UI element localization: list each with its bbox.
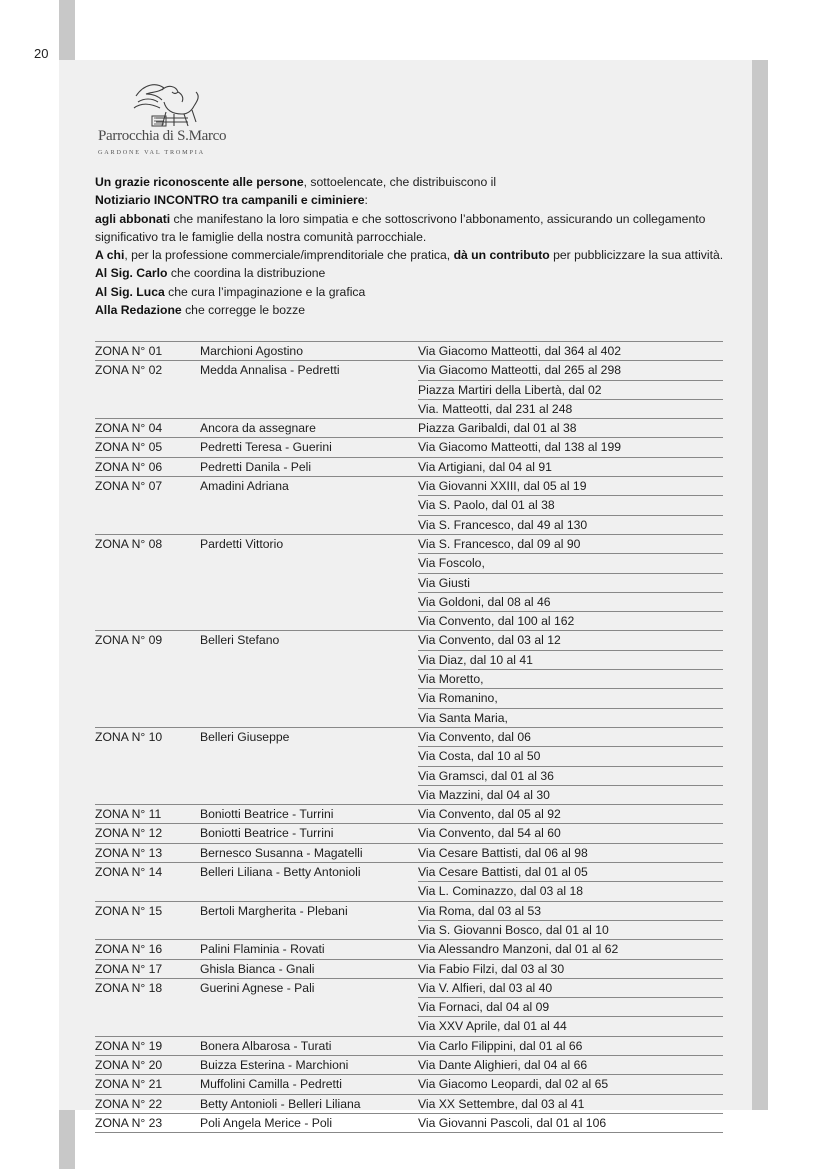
zone-number: ZONA N° 14	[95, 865, 163, 880]
distributor-name: Betty Antonioli - Belleri Liliana	[200, 1096, 361, 1111]
distributor-name: Belleri Giuseppe	[200, 729, 290, 744]
distributor-name: Poli Angela Merice - Poli	[200, 1115, 333, 1130]
distributor-name: Pedretti Teresa - Guerini	[200, 440, 332, 455]
logo-name: Parrocchia di S.Marco	[98, 128, 227, 144]
street-item: Via Costa, dal 10 al 50	[418, 746, 723, 765]
zone-number: ZONA N° 09	[95, 633, 163, 648]
intro-line: Un grazie riconoscente alle persone, sottoelencate, che distribuiscono il	[95, 175, 497, 189]
street-item: Via Giacomo Matteotti, dal 364 al 402	[418, 344, 622, 358]
table-row	[95, 631, 723, 727]
street-list	[418, 940, 723, 958]
table-row	[95, 535, 723, 631]
street-item: Via Fornaci, dal 04 al 09	[418, 997, 723, 1016]
street-item: Via S. Paolo, dal 01 al 38	[418, 495, 723, 514]
table-row	[95, 728, 723, 805]
street-item: Via Roma, dal 03 al 53	[418, 903, 542, 918]
panel-edge-bar	[752, 60, 768, 1110]
distributor-name: Bonera Albarosa - Turati	[200, 1038, 332, 1053]
table-row	[95, 863, 723, 902]
table-row	[95, 960, 723, 979]
street-list	[418, 1095, 723, 1113]
table-row	[95, 1075, 723, 1094]
street-list	[418, 361, 723, 418]
table-row	[95, 458, 723, 477]
table-row	[95, 361, 723, 419]
intro-line: Alla Redazione che corregge le bozze	[95, 303, 305, 318]
street-list	[418, 535, 723, 630]
street-list	[418, 805, 723, 823]
street-list	[418, 438, 723, 456]
distributor-name: Belleri Stefano	[200, 633, 280, 648]
street-item: Via V. Alfieri, dal 03 al 40	[418, 980, 553, 995]
street-list	[418, 1075, 723, 1093]
street-item: Via Alessandro Manzoni, dal 01 al 62	[418, 942, 619, 957]
street-list	[418, 419, 723, 437]
street-list	[418, 844, 723, 862]
zone-table	[95, 341, 723, 1133]
zone-number: ZONA N° 10	[95, 729, 163, 744]
table-row	[95, 902, 723, 941]
zone-number: ZONA N° 04	[95, 421, 163, 436]
table-row	[95, 844, 723, 863]
street-item: Piazza Garibaldi, dal 01 al 38	[418, 421, 577, 436]
winged-lion-icon	[126, 82, 202, 130]
zone-number: ZONA N° 02	[95, 363, 163, 378]
distributor-name: Ghisla Bianca - Gnali	[200, 961, 315, 976]
parish-logo	[98, 82, 230, 160]
distributor-name: Pedretti Danila - Peli	[200, 459, 312, 474]
street-list	[418, 863, 723, 901]
street-item: Via S. Giovanni Bosco, dal 01 al 10	[418, 920, 723, 939]
street-item: Via Convento, dal 05 al 92	[418, 807, 561, 822]
street-item: Via Gramsci, dal 01 al 36	[418, 766, 723, 785]
distributor-name: Belleri Liliana - Betty Antonioli	[200, 865, 361, 880]
street-list	[418, 824, 723, 842]
intro-line: agli abbonati che manifestano la loro simpatia e che sottoscrivono l’abbonamento, assicurando un collegamento significativo tra le famiglie della nostra comunità parrocchiale.	[95, 211, 706, 244]
street-item: Via Cesare Battisti, dal 01 al 05	[418, 865, 588, 880]
zone-number: ZONA N° 23	[95, 1115, 163, 1130]
distributor-name: Bertoli Margherita - Plebani	[200, 903, 348, 918]
street-item: Via Carlo Filippini, dal 01 al 66	[418, 1038, 583, 1053]
zone-number: ZONA N° 15	[95, 903, 163, 918]
distributor-name: Ancora da assegnare	[200, 421, 316, 436]
street-item: Via Santa Maria,	[418, 708, 723, 727]
street-item: Via Convento, dal 06	[418, 729, 531, 744]
street-list	[418, 728, 723, 804]
zone-number: ZONA N° 05	[95, 440, 163, 455]
table-row	[95, 342, 723, 361]
street-item: Via Convento, dal 100 al 162	[418, 611, 723, 630]
street-item: Via Giacomo Matteotti, dal 265 al 298	[418, 363, 622, 378]
street-item: Via Giovanni Pascoli, dal 01 al 106	[418, 1115, 607, 1130]
street-item: Via Convento, dal 54 al 60	[418, 826, 561, 841]
distributor-name: Pardetti Vittorio	[200, 536, 284, 551]
street-item: Via Cesare Battisti, dal 06 al 98	[418, 845, 588, 860]
table-row	[95, 419, 723, 438]
street-item: Piazza Martiri della Libertà, dal 02	[418, 380, 723, 399]
table-row	[95, 1114, 723, 1133]
distributor-name: Boniotti Beatrice - Turrini	[200, 807, 334, 822]
street-item: Via Foscolo,	[418, 553, 723, 572]
table-row	[95, 438, 723, 457]
distributor-name: Boniotti Beatrice - Turrini	[200, 826, 334, 841]
zone-number: ZONA N° 08	[95, 536, 163, 551]
table-row	[95, 1037, 723, 1056]
zone-number: ZONA N° 18	[95, 980, 163, 995]
page-number: 20	[34, 46, 49, 61]
street-item: Via Giovanni XXIII, dal 05 al 19	[418, 479, 587, 494]
street-item: Via Goldoni, dal 08 al 46	[418, 592, 723, 611]
table-row	[95, 477, 723, 535]
street-item: Via S. Francesco, dal 49 al 130	[418, 515, 723, 534]
table-row	[95, 824, 723, 843]
intro-line: A chi, per la professione commerciale/imprenditoriale che pratica, dà un contributo per pubblicizzare la sua attività.	[95, 248, 724, 263]
distributor-name: Medda Annalisa - Pedretti	[200, 363, 340, 378]
street-item: Via Mazzini, dal 04 al 30	[418, 785, 723, 804]
table-row	[95, 979, 723, 1037]
street-list	[418, 477, 723, 534]
street-item: Via Fabio Filzi, dal 03 al 30	[418, 961, 565, 976]
street-item: Via S. Francesco, dal 09 al 90	[418, 536, 581, 551]
distributor-name: Bernesco Susanna - Magatelli	[200, 845, 363, 860]
street-item: Via Romanino,	[418, 688, 723, 707]
street-list	[418, 1056, 723, 1074]
zone-number: ZONA N° 06	[95, 459, 163, 474]
street-item: Via Giusti	[418, 573, 723, 592]
street-list	[418, 631, 723, 726]
street-item: Via Artigiani, dal 04 al 91	[418, 459, 552, 474]
zone-number: ZONA N° 12	[95, 826, 163, 841]
street-item: Via Giacomo Leopardi, dal 02 al 65	[418, 1077, 609, 1092]
street-list	[418, 342, 723, 360]
distributor-name: Buizza Esterina - Marchioni	[200, 1057, 349, 1072]
intro-line: Al Sig. Luca che cura l’impaginazione e la grafica	[95, 284, 366, 299]
zone-number: ZONA N° 01	[95, 344, 163, 358]
distributor-name: Palini Flaminia - Rovati	[200, 942, 325, 957]
zone-number: ZONA N° 13	[95, 845, 163, 860]
zone-number: ZONA N° 22	[95, 1096, 163, 1111]
street-item: Via Dante Alighieri, dal 04 al 66	[418, 1057, 588, 1072]
street-list	[418, 960, 723, 978]
street-list	[418, 902, 723, 940]
street-item: Via XX Settembre, dal 03 al 41	[418, 1096, 585, 1111]
street-list	[418, 1114, 723, 1132]
street-item: Via Convento, dal 03 al 12	[418, 633, 561, 648]
zone-number: ZONA N° 21	[95, 1077, 163, 1092]
bottom-decor-bar	[59, 1110, 75, 1169]
street-item: Via Diaz, dal 10 al 41	[418, 650, 723, 669]
street-list	[418, 458, 723, 476]
top-decor-bar	[59, 0, 75, 60]
zone-number: ZONA N° 17	[95, 961, 163, 976]
street-list	[418, 1037, 723, 1055]
zone-number: ZONA N° 16	[95, 942, 163, 957]
street-item: Via. Matteotti, dal 231 al 248	[418, 399, 723, 418]
table-row	[95, 805, 723, 824]
distributor-name: Marchioni Agostino	[200, 344, 303, 358]
zone-number: ZONA N° 20	[95, 1057, 163, 1072]
zone-number: ZONA N° 07	[95, 479, 163, 494]
table-row	[95, 1056, 723, 1075]
street-item: Via L. Cominazzo, dal 03 al 18	[418, 881, 723, 900]
distributor-name: Muffolini Camilla - Pedretti	[200, 1077, 343, 1092]
intro-line: Al Sig. Carlo che coordina la distribuzione	[95, 266, 326, 281]
zone-number: ZONA N° 11	[95, 807, 162, 822]
distributor-name: Guerini Agnese - Pali	[200, 980, 315, 995]
table-row	[95, 1095, 723, 1114]
street-item: Via Giacomo Matteotti, dal 138 al 199	[418, 440, 622, 455]
table-row	[95, 940, 723, 959]
street-list	[418, 979, 723, 1036]
intro-line: Notiziario INCONTRO tra campanili e ciminiere:	[95, 193, 368, 208]
logo-subtitle: GARDONE VAL TROMPIA	[98, 149, 205, 156]
distributor-name: Amadini Adriana	[200, 479, 289, 494]
street-item: Via Moretto,	[418, 669, 723, 688]
zone-number: ZONA N° 19	[95, 1038, 163, 1053]
street-item: Via XXV Aprile, dal 01 al 44	[418, 1016, 723, 1035]
thanks-intro	[95, 173, 735, 319]
